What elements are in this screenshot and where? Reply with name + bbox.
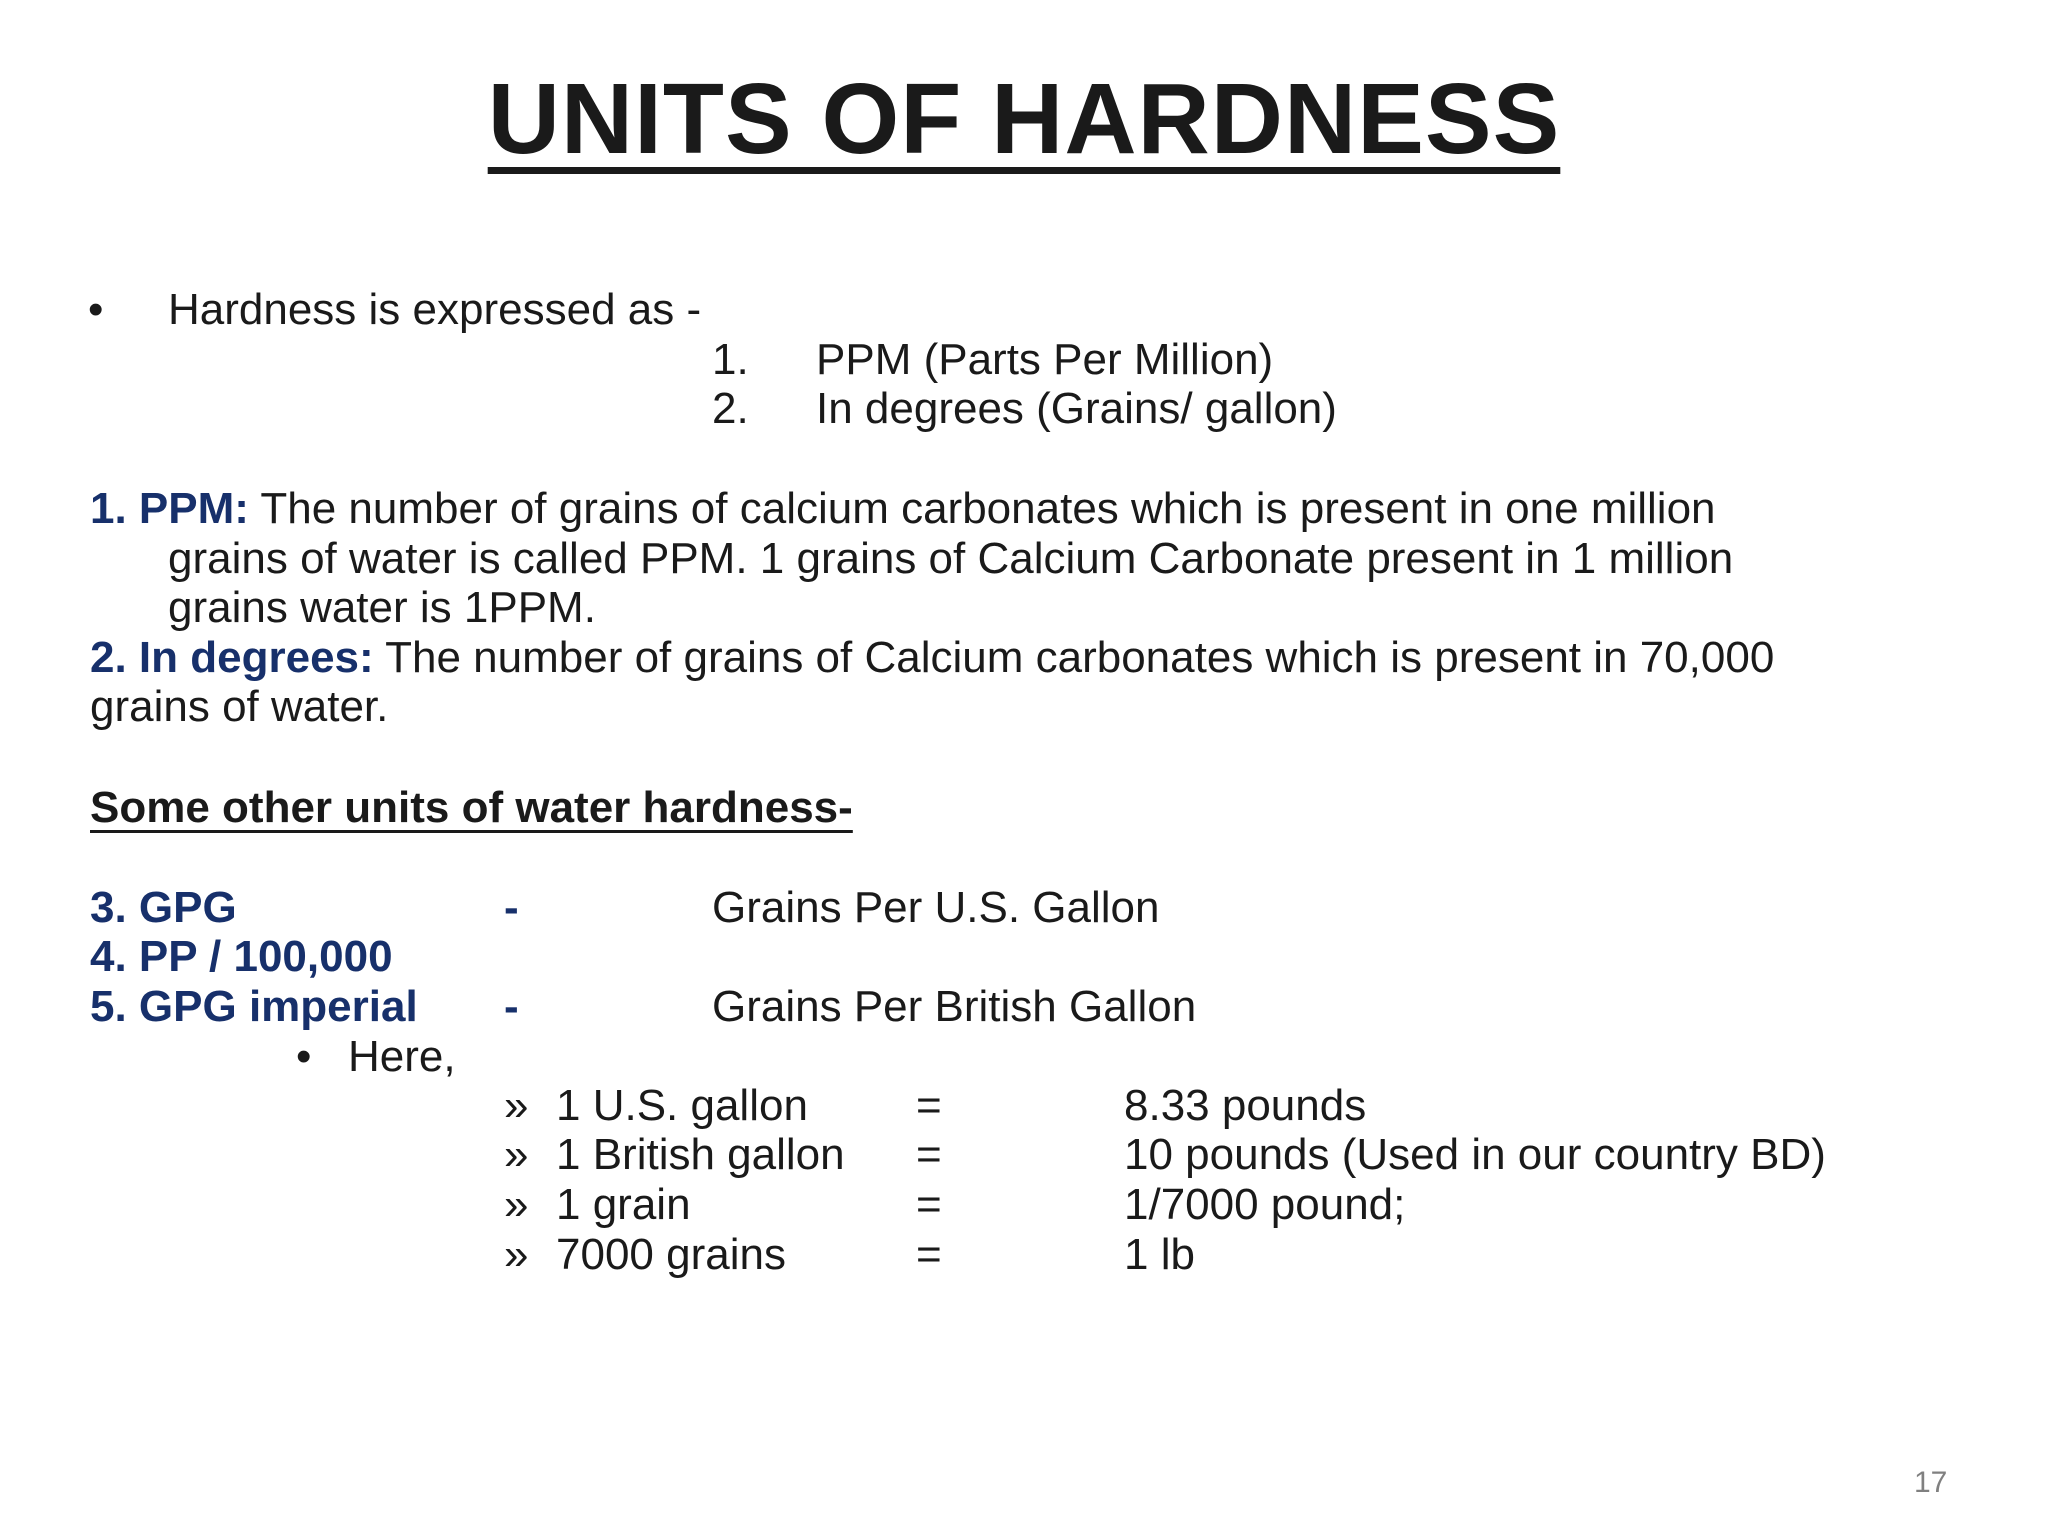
conversion-left-3: 1 grain	[556, 1180, 691, 1229]
conversion-right-2: 10 pounds (Used in our country BD)	[1124, 1130, 1826, 1179]
page-number: 17	[1914, 1466, 1948, 1499]
conversion-eq-2: =	[916, 1130, 942, 1179]
unit-gpg-desc: Grains Per U.S. Gallon	[712, 883, 1160, 932]
definition-degrees-line-2: grains of water.	[90, 682, 389, 731]
definition-ppm-label: 1. PPM:	[90, 484, 249, 533]
conversion-eq-4: =	[916, 1230, 942, 1279]
other-units-heading: Some other units of water hardness-	[90, 783, 853, 832]
unit-gpg-label: 3. GPG	[90, 883, 237, 932]
unit-gpg-imperial-label: 5. GPG imperial	[90, 982, 418, 1031]
conversion-right-3: 1/7000 pound;	[1124, 1180, 1406, 1229]
here-text: Here,	[348, 1032, 456, 1081]
intro-bullet: •	[88, 285, 104, 334]
unit-gpg-dash: -	[504, 883, 519, 932]
intro-list-item-1: PPM (Parts Per Million)	[816, 335, 1274, 384]
here-bullet: •	[296, 1032, 312, 1081]
definition-ppm-line-2: grains of water is called PPM. 1 grains of Calcium Carbonate present in 1 million	[168, 534, 1734, 583]
unit-gpg-imperial-dash: -	[504, 982, 519, 1031]
definition-degrees-label: 2. In degrees:	[90, 633, 374, 682]
conversion-right-4: 1 lb	[1124, 1230, 1195, 1279]
conversion-marker-1: »	[504, 1081, 529, 1130]
intro-list-item-2: In degrees (Grains/ gallon)	[816, 384, 1337, 433]
unit-gpg-imperial-desc: Grains Per British Gallon	[712, 982, 1197, 1031]
conversion-eq-3: =	[916, 1180, 942, 1229]
conversion-marker-4: »	[504, 1230, 529, 1279]
intro-list-num-1: 1.	[712, 335, 749, 384]
slide-title: UNITS OF HARDNESS	[487, 63, 1561, 175]
definition-degrees-line-1: 2. In degrees: The number of grains of Calcium carbonates which is present in 70,000	[90, 633, 1775, 682]
conversion-left-2: 1 British gallon	[556, 1130, 845, 1179]
intro-text: Hardness is expressed as -	[168, 285, 702, 334]
conversion-marker-3: »	[504, 1180, 529, 1229]
conversion-eq-1: =	[916, 1081, 942, 1130]
intro-list-num-2: 2.	[712, 384, 749, 433]
conversion-left-1: 1 U.S. gallon	[556, 1081, 808, 1130]
definition-ppm-line-3: grains water is 1PPM.	[168, 583, 596, 632]
conversion-marker-2: »	[504, 1130, 529, 1179]
conversion-left-4: 7000 grains	[556, 1230, 786, 1279]
unit-pp100000-label: 4. PP / 100,000	[90, 932, 393, 981]
conversion-right-1: 8.33 pounds	[1124, 1081, 1367, 1130]
definition-ppm-line-1: 1. PPM: The number of grains of calcium carbonates which is present in one million	[90, 484, 1716, 533]
